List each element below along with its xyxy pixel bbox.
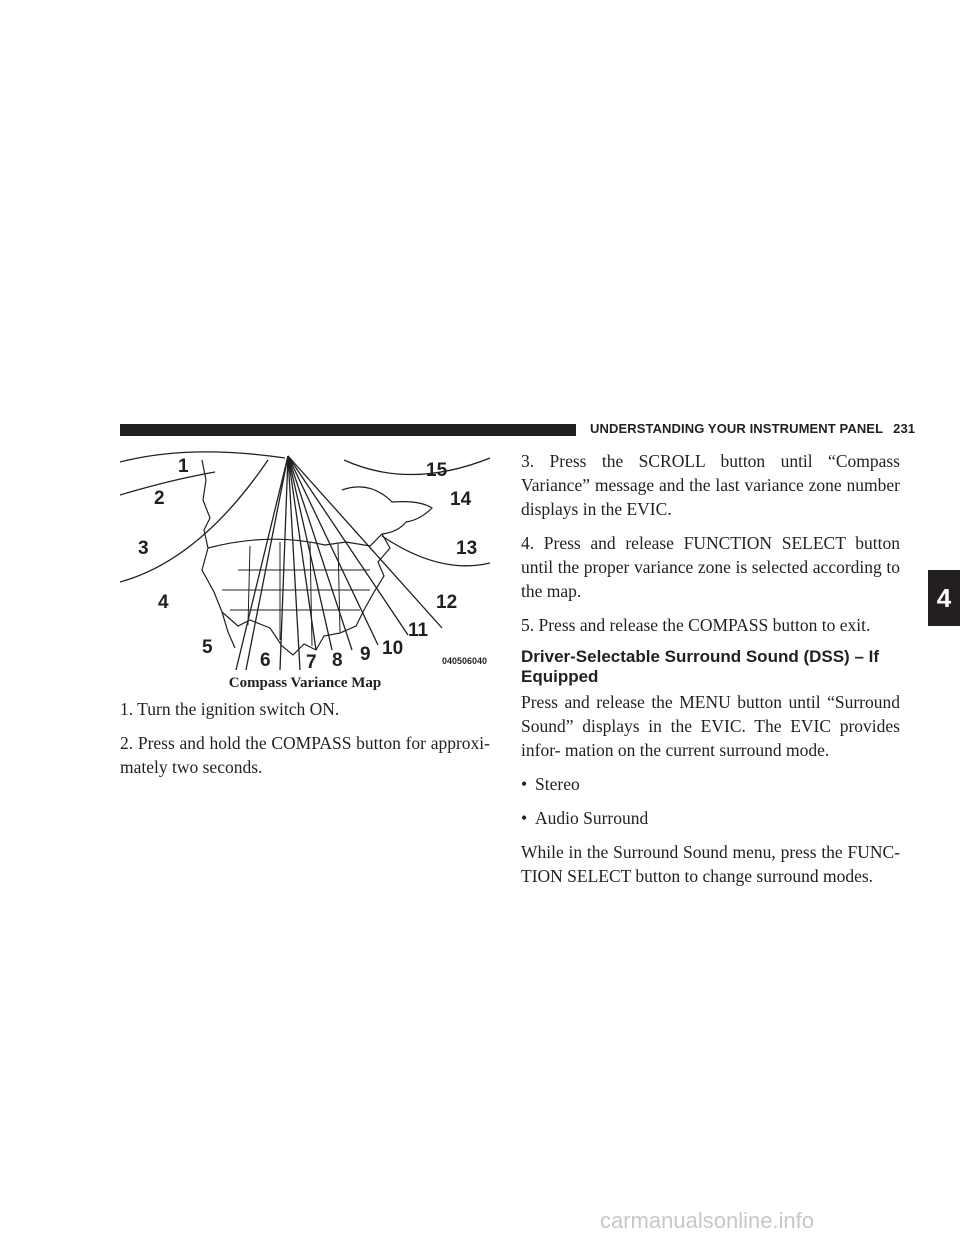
zone-label: 2 <box>154 488 165 509</box>
zone-label: 10 <box>382 638 404 659</box>
zone-label: 5 <box>202 637 213 658</box>
bullet-icon: • <box>521 774 528 794</box>
running-header <box>590 421 915 436</box>
dss-outro: While in the Surround Sound menu, press the FUNC- TION SELECT button to change surround modes. <box>521 842 900 886</box>
step-1: 1. Turn the ignition switch ON. <box>120 699 340 719</box>
right-column <box>521 449 900 898</box>
dss-intro: Press and release the MENU button until “Surround Sound” displays in the EVIC. The EVIC provides infor- mation on the current surround mode. <box>521 692 900 760</box>
page-number: 231 <box>893 421 916 436</box>
variance-arc <box>120 472 215 495</box>
zone-label: 14 <box>450 489 472 510</box>
zone-label: 15 <box>426 460 448 481</box>
step-3: 3. Press the SCROLL button until “Compass Variance” message and the last variance zone number displays in the EVIC. <box>521 451 900 519</box>
variance-arc <box>344 458 490 475</box>
compass-variance-map <box>120 450 490 670</box>
chapter-tab: 4 <box>928 570 960 626</box>
zone-label: 13 <box>456 538 478 559</box>
header-title: UNDERSTANDING YOUR INSTRUMENT PANEL <box>590 421 884 436</box>
zone-label: 8 <box>332 650 343 670</box>
watermark: carmanualsonline.info <box>600 1208 815 1233</box>
variance-arc <box>120 460 268 582</box>
left-column <box>120 697 490 789</box>
zone-label: 9 <box>360 644 371 665</box>
zone-label: 7 <box>306 652 317 670</box>
figure-code: 040506040 <box>442 656 488 666</box>
zone-label: 3 <box>138 538 149 559</box>
list-item-text: Stereo <box>535 774 580 794</box>
zone-label: 1 <box>178 456 189 477</box>
header-rule <box>120 424 576 436</box>
zone-label: 4 <box>158 592 169 613</box>
step-4: 4. Press and release FUNCTION SELECT button until the proper variance zone is selected according to the map. <box>521 533 900 601</box>
list-item <box>521 772 900 796</box>
list-item-text: Audio Surround <box>535 808 649 828</box>
figure-caption: Compass Variance Map <box>228 675 382 691</box>
list-item <box>521 806 900 830</box>
zone-label: 6 <box>260 650 271 670</box>
zone-label: 11 <box>408 620 429 641</box>
bullet-icon: • <box>521 808 528 828</box>
step-2: 2. Press and hold the COMPASS button for approxi- mately two seconds. <box>120 733 490 777</box>
section-heading: Driver-Selectable Surround Sound (DSS) – If Equipped <box>521 647 880 686</box>
step-5: 5. Press and release the COMPASS button to exit. <box>521 615 871 635</box>
zone-label: 12 <box>436 592 458 613</box>
